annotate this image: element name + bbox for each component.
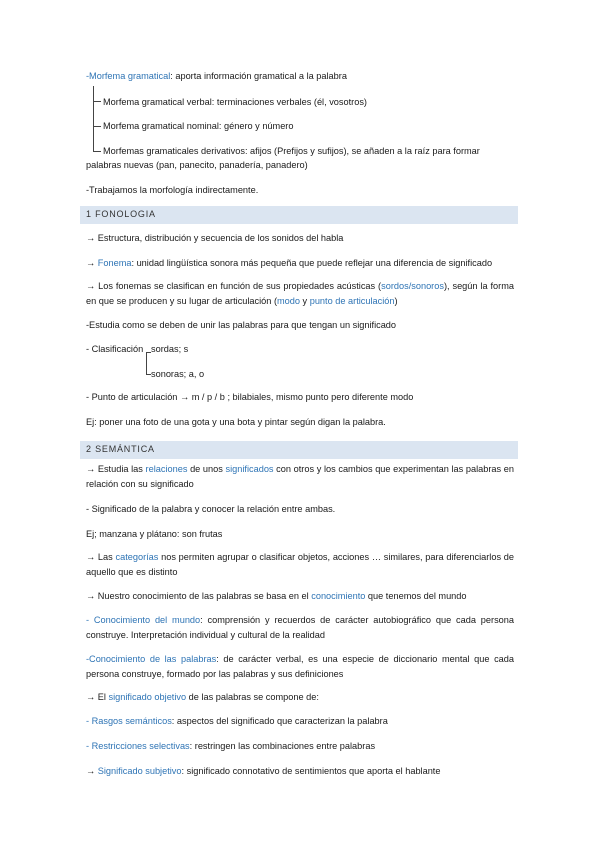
term-significados: significados xyxy=(225,464,274,474)
semantica-s2: - Significado de la palabra y conocer la relación entre ambas. xyxy=(86,504,336,514)
morfema-intro xyxy=(86,71,514,82)
fonologia-p4: -Estudia como se deben de unir las palabras para que tengan un significado xyxy=(86,320,397,330)
semantica-s4 xyxy=(86,550,514,580)
arrow: → xyxy=(86,766,98,776)
section-header-semantica xyxy=(80,441,518,459)
tree-branch xyxy=(93,126,101,127)
term-conocimiento: conocimiento xyxy=(311,591,366,601)
morfema-def: : aporta información gramatical a la palabra xyxy=(170,71,347,81)
semantica-s8 xyxy=(86,692,514,703)
fonema-def: : unidad lingüística sonora más pequeña que puede reflejar una diferencia de significado xyxy=(131,258,493,268)
text: : comprensión y recuerdos de carácter autobiográfico que cada persona construye. Interpretación individual y cultural de la realidad xyxy=(86,615,515,640)
clasificacion-sordas: sordas; s xyxy=(151,344,189,354)
semantica-s6 xyxy=(86,613,514,643)
term-sordos-sonoros: sordos/sonoros xyxy=(381,281,444,291)
clasificacion-label: - Clasificación xyxy=(86,344,144,354)
semantica-s7 xyxy=(86,652,514,682)
fonologia-ejemplo: Ej: poner una foto de una gota y una bota y pintar según digan la palabra. xyxy=(86,417,386,427)
term-modo: modo xyxy=(277,296,300,306)
clasificacion-sonoras: sonoras; a, o xyxy=(151,369,205,379)
section-title: 2 SEMÁNTICA xyxy=(86,444,155,454)
fonema-term: Fonema xyxy=(97,258,132,268)
fonologia-p1: → Estructura, distribución y secuencia de los sonidos del habla xyxy=(86,233,344,243)
term-significado-subjetivo: Significado subjetivo xyxy=(97,766,182,776)
morfologia-indirecta: -Trabajamos la morfología indirectamente. xyxy=(86,185,259,195)
arrow: → xyxy=(86,258,98,268)
semantica-s5 xyxy=(86,591,514,602)
text: → Los fonemas se clasifican en función de sus propiedades acústicas ( xyxy=(86,281,382,291)
text: → Las xyxy=(86,552,116,562)
fonologia-p3 xyxy=(86,279,514,309)
clasificacion-tree-line xyxy=(146,352,147,374)
text: → Nuestro conocimiento de las palabras se basa en el xyxy=(86,591,312,601)
text: : significado connotativo de sentimientos que aporta el hablante xyxy=(181,766,441,776)
morfema-nominal: Morfema gramatical nominal: género y número xyxy=(103,121,294,131)
morfema-term: -Morfema gramatical xyxy=(86,71,171,81)
text: de las palabras se compone de: xyxy=(186,692,319,702)
morfema-derivativos-cont: palabras nuevas (pan, panecito, panadería, panadero) xyxy=(86,160,308,170)
semantica-s3: Ej; manzana y plátano: son frutas xyxy=(86,529,223,539)
tree-branch xyxy=(93,101,101,102)
tree-branch xyxy=(93,151,101,152)
text: → Estudia las xyxy=(86,464,146,474)
semantica-s1 xyxy=(86,462,514,492)
term-categorias: categorías xyxy=(115,552,159,562)
text: con otros y los cambios que experimentan las palabras en relación con su significado xyxy=(86,464,514,489)
text: : de carácter verbal, es una especie de diccionario mental que cada persona construye, formado por las palabras y sus definiciones xyxy=(86,654,514,679)
term-significado-objetivo: significado objetivo xyxy=(108,692,187,702)
text: : restringen las combinaciones entre palabras xyxy=(189,741,376,751)
text: que tenemos del mundo xyxy=(365,591,467,601)
text: nos permiten agrupar o clasificar objetos, acciones … similares, para diferenciarlos de aquello que es distinto xyxy=(86,552,515,577)
text: y xyxy=(300,296,310,306)
term-conocimiento-mundo: - Conocimiento del mundo xyxy=(86,615,201,625)
term-punto-articulacion: punto de articulación xyxy=(309,296,395,306)
text: → El xyxy=(86,692,109,702)
morfema-verbal: Morfema gramatical verbal: terminaciones verbales (él, vosotros) xyxy=(103,97,367,107)
term-restricciones-selectivas: - Restricciones selectivas xyxy=(86,741,190,751)
morfema-tree-line xyxy=(93,86,94,152)
text: : aspectos del significado que caracterizan la palabra xyxy=(171,716,388,726)
fonologia-p2 xyxy=(86,258,514,269)
section-title: 1 FONOLOGIA xyxy=(86,209,156,219)
semantica-s10 xyxy=(86,741,514,752)
text: ) xyxy=(394,296,398,306)
punto-articulacion: - Punto de articulación → m / p / b ; bilabiales, mismo punto pero diferente modo xyxy=(86,392,414,402)
semantica-s11 xyxy=(86,766,514,777)
term-conocimiento-palabras: -Conocimiento de las palabras xyxy=(86,654,217,664)
text: ), según la forma en que se producen y su lugar de articulación ( xyxy=(86,281,514,306)
term-relaciones: relaciones xyxy=(145,464,188,474)
text: de unos xyxy=(187,464,226,474)
semantica-s9 xyxy=(86,716,514,727)
section-header-fonologia xyxy=(80,206,518,224)
term-rasgos-semanticos: - Rasgos semánticos xyxy=(86,716,172,726)
morfema-derivativos: Morfemas gramaticales derivativos: afijos (Prefijos y sufijos), se añaden a la raíz para formar xyxy=(103,146,480,156)
